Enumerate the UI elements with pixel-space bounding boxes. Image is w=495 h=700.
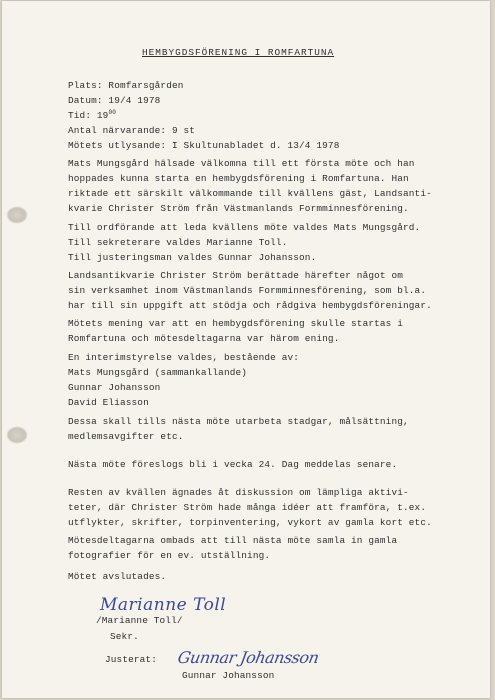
paragraph-line: teter, där Christer Ström hade många idéer att framföra, t.ex. — [68, 502, 427, 513]
meta-utlysande: Mötets utlysande: I Skultunabladet d. 13/4 1978 — [68, 140, 340, 151]
paragraph-line: hoppades kunna starta en hembygdsförening i Romfartuna. Han — [68, 173, 409, 184]
secretary-name: /Marianne Toll/ — [96, 615, 183, 626]
secretary-signature: Marianne Toll — [100, 595, 227, 615]
paragraph-line: Gunnar Johansson — [68, 382, 161, 393]
paragraph-line: Romfartuna och mötesdeltagarna var härom ening. — [68, 333, 340, 344]
paragraph-line: Till sekreterare valdes Marianne Toll. — [68, 237, 288, 248]
document-title: HEMBYGDSFÖRENING I ROMFARTUNA — [142, 47, 335, 58]
paragraph-line: Landsantikvarie Christer Ström berättade härefter något om — [68, 270, 404, 281]
paragraph-line: utflykter, skrifter, torpinventering, vykort av gamla kort etc. — [68, 517, 432, 528]
justerat-label: Justerat: — [105, 654, 157, 665]
paragraph-line: Till ordförande att leda kvällens möte valdes Mats Mungsgård. — [68, 222, 421, 233]
meta-tid — [68, 110, 116, 122]
document-page — [2, 1, 490, 698]
punch-hole — [6, 426, 28, 444]
paragraph-line: Till justeringsman valdes Gunnar Johansson. — [68, 252, 317, 263]
punch-hole — [6, 206, 28, 224]
meta-plats: Plats: Romfarsgården — [68, 80, 184, 91]
paragraph-line: Mötets mening var att en hembygdsförening skulle startas i — [68, 318, 404, 329]
secretary-role: Sekr. — [110, 631, 139, 642]
paragraph-line: fotografier för en ev. utställning. — [68, 550, 271, 561]
meta-tid-sup: 00 — [108, 109, 116, 116]
justerare-signature: Gunnar Johansson — [176, 648, 321, 667]
meta-antal: Antal närvarande: 9 st — [68, 125, 196, 136]
paragraph-line: Resten av kvällen ägnades åt diskussion om lämpliga aktivi- — [68, 487, 409, 498]
paragraph-line: David Eliasson — [68, 397, 149, 408]
paragraph-line: sin verksamhet inom Västmanlands Formminnesförening, som bl.a. — [68, 285, 427, 296]
paragraph-line: har till sin uppgift att stödja och rådgiva hembygdsföreningar. — [68, 300, 432, 311]
paragraph-line: Mötesdeltagarna ombads att till nästa möte samla in gamla — [68, 535, 398, 546]
paragraph-line: medlemsavgifter etc. — [68, 431, 184, 442]
paragraph-line: Mats Mungsgård hälsade välkomna till ett första möte och han — [68, 158, 415, 169]
paragraph-line: Mötet avslutades. — [68, 571, 167, 582]
paragraph-line: Nästa möte föreslogs bli i vecka 24. Dag meddelas senare. — [68, 459, 398, 470]
paragraph-line: Mats Mungsgård (sammankallande) — [68, 367, 248, 378]
meta-datum: Datum: 19/4 1978 — [68, 95, 161, 106]
paragraph-line: En interimstyrelse valdes, bestående av: — [68, 352, 300, 363]
paragraph-line: kvarie Christer Ström från Västmanlands Formminnesförening. — [68, 203, 409, 214]
paragraph-line: Dessa skall tills nästa möte utarbeta stadgar, målsättning, — [68, 416, 409, 427]
paragraph-line: riktade ett särskilt välkommande till kvällens gäst, Landsanti- — [68, 188, 432, 199]
justerare-name: Gunnar Johansson — [182, 670, 275, 681]
meta-tid-text: Tid: 19 — [68, 110, 109, 121]
